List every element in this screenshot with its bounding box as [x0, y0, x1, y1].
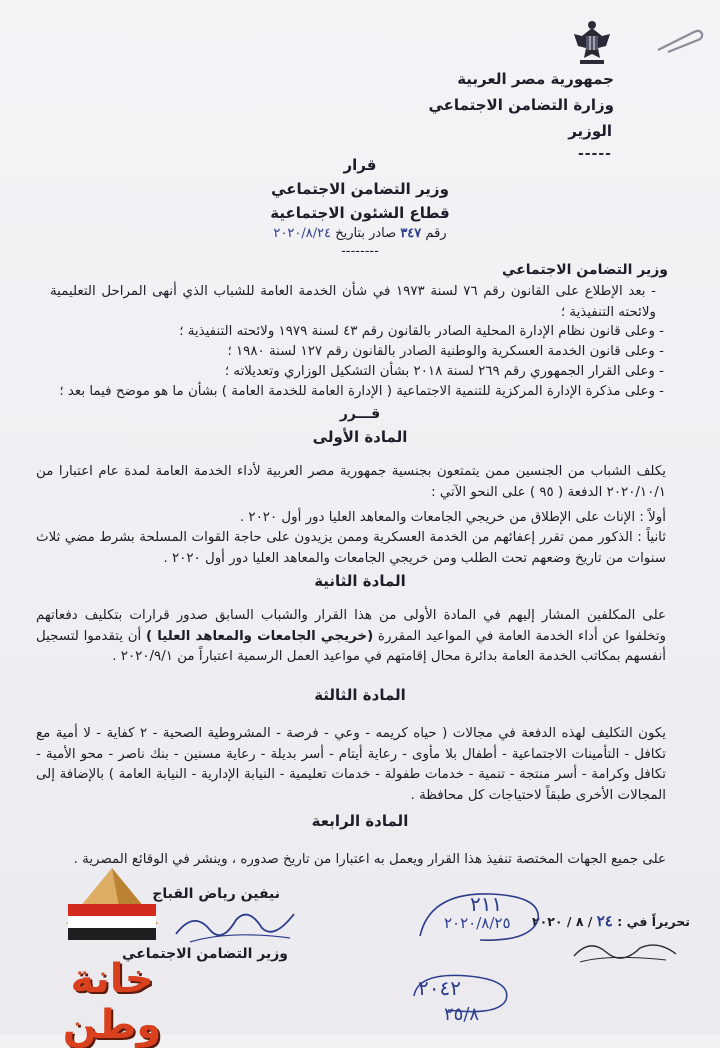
annotation-3: ٢٠٤٢ [418, 976, 461, 1000]
issued-date-line [532, 912, 690, 930]
decision-issuer: وزير التضامن الاجتماعي [271, 180, 449, 198]
article-2-body-bold: (خريجي الجامعات والمعاهد العليا ) [145, 628, 374, 644]
decision-separator: -------- [341, 244, 379, 259]
site-watermark [22, 860, 202, 1048]
article-4-body: على جميع الجهات المختصة تنفيذ هذا القرار ويعمل به اعتبارا من تاريخ صدوره ، وينشر في الوقائع المصرية . [73, 852, 666, 867]
article-3-title: المادة الثالثة [314, 686, 406, 704]
article-1-body: يكلف الشباب من الجنسين ممن يتمتعون بجنسية جمهورية مصر العربية لأداء الخدمة العامة لمدة عام اعتبارا من ٢٠٢٠/١٠/١ الدفعة ( ٩٥ ) على النحو الآتي : [36, 464, 666, 500]
office-name: الوزير [568, 122, 612, 140]
eagle-emblem-icon [568, 18, 616, 66]
minister-title: وزير التضامن الاجتماعي [122, 946, 288, 962]
preamble-addressee: وزير التضامن الاجتماعي [502, 262, 668, 278]
issued-signature-icon [570, 930, 680, 970]
article-2-body-a: على المكلفين المشار إليهم في المادة الأولى من هذا القرار والشباب السابق صدور قرارات بتكليف دفعاتهم وتخلفوا عن أداء الخدمة العامة في المواعيد المقررة [36, 608, 666, 644]
issued-day: ٢٤ [596, 912, 613, 930]
issued-rest: / ٨ / ٢٠٢٠ [532, 914, 593, 929]
pyramid-flag-icon [62, 864, 162, 954]
article-1-title: المادة الأولى [312, 428, 408, 446]
number-prefix: رقم [425, 226, 447, 241]
article-2-body [36, 606, 666, 668]
preamble-item-3: - وعلى قانون الخدمة العسكرية والوطنية الصادر بالقانون رقم ١٢٧ لسنة ١٩٨٠ ؛ [227, 344, 664, 359]
decision-number: ٣٤٧ [400, 226, 422, 241]
watermark-text: خانة وطن [62, 956, 162, 1048]
article-1-first: أولاً : الإناث على الإطلاق من خريجي الجامعات والمعاهد العليا دور أول ٢٠٢٠ . [239, 510, 666, 525]
header-separator: ----- [577, 146, 612, 162]
preamble-item-5: - وعلى مذكرة الإدارة المركزية للتنمية الاجتماعية ( الإدارة العامة للخدمة العامة ) بشأن ما هو موضح فيما بعد ؛ [59, 384, 664, 399]
annotation-4: ٢٥/٨ [444, 1004, 480, 1025]
decision-heading: قرار [343, 156, 377, 174]
decision-number-line [0, 226, 720, 241]
article-3-body: يكون التكليف لهذه الدفعة في مجالات ( حياه كريمه - وعي - فرصة - المشروطية الصحية - ٢ كفاية - لا أمية مع تكافل - التأمينات الاجتماعية - أطفال بلا مأوى - رعاية أيتام - أسر بديلة - رعاية مسنين - بنك ناصر - محو الأمية - تكافل وكرامة - أسر منتجة - تنمية - خدمات طفولة - خدمات تعليمية - النيابة الإدارية - النيابة العامة ) بالإضافة إلى المجالات الأخرى طبقاً لاحتياجات كل محافظة . [36, 726, 666, 803]
preamble-item-4: - وعلى القرار الجمهوري رقم ٢٦٩ لسنة ٢٠١٨ بشأن التشكيل الوزاري وتعديلاته ؛ [224, 364, 664, 379]
annotation-circle-icon [410, 886, 550, 956]
number-suffix: صادر بتاريخ [335, 226, 397, 241]
article-2-body-b: أن يتقدموا لتسجيل أنفسهم بمكاتب الخدمة العامة بدائرة محال إقامتهم في مواعيد العمل الرسمية اعتباراً من ٢٠٢٠/٩/١ . [36, 628, 666, 664]
ministry-name: وزارة التضامن الاجتماعي [428, 96, 614, 114]
decides-label: قـــرر [339, 406, 381, 422]
article-1-second: ثانياً : الذكور ممن تقرر إعفائهم من الخدمة العسكرية وممن يزيدون على حاجة القوات المسلحة بشرط مضي ثلاث سنوات من تاريخ وضعهم تحت الطلب ومن خريجي الجامعات والمعاهد العليا دور أول ٢٠٢٠ . [36, 530, 666, 566]
issued-label: تحريراً في : [617, 914, 690, 929]
article-2-title: المادة الثانية [314, 572, 406, 590]
decision-sector: قطاع الشئون الاجتماعية [270, 204, 450, 222]
preamble-item-1: - بعد الإطلاع على القانون رقم ٧٦ لسنة ١٩٧٣ في شأن الخدمة العامة للشباب الذي أنهى المراحل التعليمية ولائحته التنفيذية ؛ [50, 284, 656, 320]
minister-name: نيفين رياض القباج [152, 886, 280, 902]
annotation-loop-icon [408, 966, 518, 1026]
preamble-item-2: - وعلى قانون نظام الإدارة المحلية الصادر بالقانون رقم ٤٣ لسنة ١٩٧٩ ولائحته التنفيذية ؛ [179, 324, 664, 339]
decision-date: ٢٠٢٠/٨/٢٤ [273, 226, 332, 241]
annotation-1: ٢١١ [470, 892, 503, 916]
article-4-title: المادة الرابعة [311, 812, 409, 830]
country-name: جمهورية مصر العربية [457, 70, 614, 88]
annotation-2: ٢٠٢٠/٨/٢٥ [444, 914, 511, 932]
paper-clip-icon [654, 28, 704, 54]
